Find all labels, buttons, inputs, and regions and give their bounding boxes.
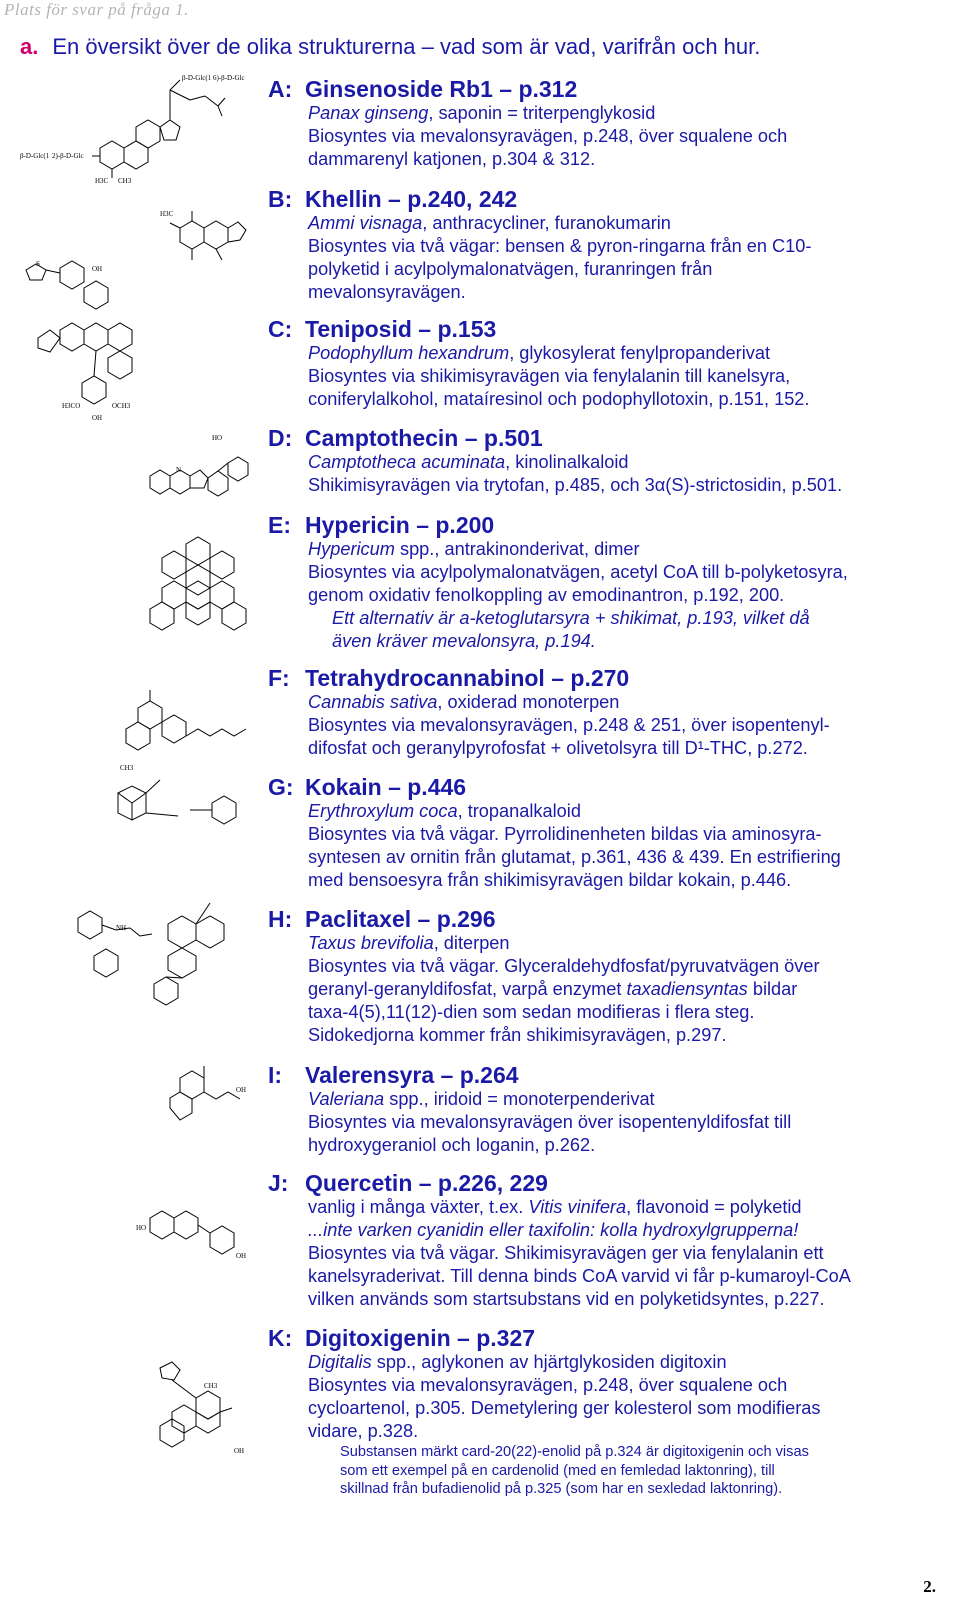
entry-letter: J: bbox=[268, 1170, 289, 1196]
line-text: spp., iridoid = monoterpenderivat bbox=[384, 1089, 655, 1109]
species-name: Hypericum bbox=[308, 539, 395, 559]
line-text: Biosyntes via två vägar. Glyceraldehydfosfat/pyruvatvägen över bbox=[308, 956, 820, 976]
entry-line bbox=[308, 1374, 958, 1397]
entry-line bbox=[308, 148, 958, 171]
species-name: Erythroxylum coca bbox=[308, 801, 458, 821]
species-name: Panax ginseng bbox=[308, 103, 429, 123]
entry-line bbox=[308, 800, 958, 823]
entry-title-text: Teniposid – p.153 bbox=[305, 316, 497, 342]
line-text: , anthracycliner, furanokumarin bbox=[422, 213, 671, 233]
entry-title bbox=[268, 425, 958, 451]
entry-g bbox=[268, 774, 958, 892]
entry-body bbox=[308, 800, 958, 892]
entry-line bbox=[308, 1397, 958, 1420]
entry-title-text: Khellin – p.240, 242 bbox=[305, 186, 518, 212]
entry-line bbox=[308, 584, 958, 607]
structure-digitoxigenin bbox=[160, 1362, 232, 1447]
entry-title-text: Tetrahydrocannabinol – p.270 bbox=[305, 665, 630, 691]
struct-label-n-ch3: CH3 bbox=[120, 764, 134, 772]
struct-label-nh: NH bbox=[116, 924, 127, 932]
line-text: , saponin = triterpenglykosid bbox=[428, 103, 656, 123]
structure-teniposide bbox=[26, 261, 132, 404]
entry-title bbox=[268, 512, 958, 538]
struct-label-ch3: CH3 bbox=[118, 177, 132, 185]
line-text: spp., aglykonen av hjärtglykosiden digitoxin bbox=[371, 1352, 727, 1372]
entry-body bbox=[308, 451, 958, 497]
struct-label-ho: HO bbox=[212, 434, 223, 442]
line-text: Vitis vinifera bbox=[528, 1197, 627, 1217]
line-text: Biosyntes via mevalonsyravägen, p.248, över squalene och bbox=[308, 126, 788, 146]
line-text: Biosyntes via två vägar: bensen & pyron-ringarna från en C10- bbox=[308, 236, 812, 256]
note-line: skillnad från bufadienolid på p.325 (som har en sexledad laktonring). bbox=[340, 1481, 783, 1497]
line-text: cycloartenol, p.305. Demetylering ger kolesterol som modifieras bbox=[308, 1398, 821, 1418]
line-text: syntesen av ornitin från glutamat, p.361, 436 & 439. En estrifiering bbox=[308, 847, 841, 867]
entry-f bbox=[268, 665, 958, 760]
struct-label-n: N bbox=[176, 466, 182, 474]
line-text: , flavonoid = polyketid bbox=[626, 1197, 802, 1217]
line-text: bildar bbox=[747, 979, 798, 999]
entry-body bbox=[308, 1351, 958, 1443]
line-text: vanlig i många växter, t.ex. bbox=[308, 1197, 529, 1217]
entry-title-text: Kokain – p.446 bbox=[305, 774, 467, 800]
line-text: coniferylalkohol, mataíresinol och podophyllotoxin, p.151, 152. bbox=[308, 389, 810, 409]
struct-label-a-glc2: 2)-β-D-Glc bbox=[52, 152, 84, 160]
line-text: , oxiderad monoterpen bbox=[437, 692, 620, 712]
page-number: 2. bbox=[923, 1577, 936, 1596]
line-text: Biosyntes via två vägar. Pyrrolidinenheten bildas via aminosyra- bbox=[308, 824, 822, 844]
line-text: Biosyntes via två vägar. Shikimisyravägen ger via fenylalanin ett bbox=[308, 1243, 824, 1263]
entry-title-text: Valerensyra – p.264 bbox=[305, 1062, 519, 1088]
struct-label-oh-c: OH bbox=[92, 414, 103, 422]
entry-title bbox=[268, 1170, 958, 1196]
structure-hypericin bbox=[150, 537, 246, 630]
structure-khellin bbox=[170, 211, 246, 260]
entry-line bbox=[308, 1351, 958, 1374]
entry-letter: C: bbox=[268, 316, 293, 342]
entry-title bbox=[268, 316, 958, 342]
line-text: Biosyntes via mevalonsyravägen över isopentenyldifosfat till bbox=[308, 1112, 792, 1132]
entry-title bbox=[268, 665, 958, 691]
entry-line bbox=[308, 1196, 958, 1219]
species-name: Digitalis bbox=[308, 1352, 372, 1372]
entry-title bbox=[268, 1062, 958, 1088]
line-text: Shikimisyravägen via trytofan, p.485, och 3α(S)-strictosidin, p.501. bbox=[308, 475, 843, 495]
struct-label-s: S bbox=[36, 260, 40, 268]
struct-label-a-glc3: β-D-Glc(1 bbox=[182, 74, 212, 82]
entry-line bbox=[308, 235, 958, 258]
species-name: Ammi visnaga bbox=[308, 213, 423, 233]
entry-line bbox=[308, 1242, 958, 1265]
line-text: Biosyntes via acylpolymalonatvägen, acetyl CoA till b-polyketosyra, bbox=[308, 562, 848, 582]
line-text: hydroxygeraniol och loganin, p.262. bbox=[308, 1135, 596, 1155]
entry-title bbox=[268, 774, 958, 800]
line-text: även kräver mevalonsyra, p.194. bbox=[332, 631, 596, 651]
line-text: kanelsyraderivat. Till denna binds CoA varvid vi får p-kumaroyl-CoA bbox=[308, 1266, 851, 1286]
entry-body bbox=[308, 212, 958, 304]
entry-c bbox=[268, 316, 958, 411]
entry-line bbox=[308, 1265, 958, 1288]
entry-line bbox=[308, 1420, 958, 1443]
line-text: mevalonsyravägen. bbox=[308, 282, 466, 302]
structure-valerenic-acid bbox=[170, 1066, 240, 1120]
line-text: taxa-4(5),11(12)-dien som sedan modifieras i flera steg. bbox=[308, 1002, 755, 1022]
entry-title bbox=[268, 186, 958, 212]
entry-title-text: Paclitaxel – p.296 bbox=[305, 906, 496, 932]
entry-line bbox=[308, 474, 958, 497]
entry-body bbox=[308, 932, 958, 1047]
entry-line bbox=[308, 538, 958, 561]
line-text: vilken används som startsubstans vid en polyketidsyntes, p.227. bbox=[308, 1289, 825, 1309]
structure-thc bbox=[126, 690, 246, 750]
page-header: Plats för svar på fråga 1. bbox=[4, 0, 189, 19]
struct-label-ho-j: HO bbox=[136, 1224, 147, 1232]
structure-quercetin bbox=[150, 1211, 234, 1254]
line-text: , glykosylerat fenylpropanderivat bbox=[509, 343, 771, 363]
structure-cocaine bbox=[118, 780, 236, 824]
entry-body bbox=[308, 342, 958, 411]
species-name: Cannabis sativa bbox=[308, 692, 438, 712]
entry-line bbox=[308, 823, 958, 846]
line-text: , kinolinalkaloid bbox=[505, 452, 629, 472]
entry-line bbox=[308, 869, 958, 892]
entry-line bbox=[308, 125, 958, 148]
line-text: genom oxidativ fenolkoppling av emodinantron, p.192, 200. bbox=[308, 585, 785, 605]
line-text: , diterpen bbox=[433, 933, 510, 953]
entry-letter: G: bbox=[268, 774, 294, 800]
note-line: som ett exempel på en cardenolid (med en femledad laktonring), till bbox=[340, 1462, 775, 1479]
entry-title-text: Digitoxigenin – p.327 bbox=[305, 1325, 536, 1351]
entry-line bbox=[308, 212, 958, 235]
entry-line bbox=[308, 714, 958, 737]
entry-letter: D: bbox=[268, 425, 293, 451]
struct-label-och3: OCH3 bbox=[112, 402, 131, 410]
entry-line bbox=[308, 846, 958, 869]
structure-drawings bbox=[0, 68, 262, 1548]
entry-title bbox=[268, 76, 958, 102]
entry-letter: B: bbox=[268, 186, 293, 212]
struct-label-h3c: H3C bbox=[95, 177, 109, 185]
line-text: Biosyntes via mevalonsyravägen, p.248 & 251, över isopentenyl- bbox=[308, 715, 830, 735]
structure-ginsenoside bbox=[92, 80, 225, 178]
entry-title-text: Quercetin – p.226, 229 bbox=[305, 1170, 548, 1196]
line-text: geranyl-geranyldifosfat, varpå enzymet bbox=[308, 979, 627, 999]
entry-letter: A: bbox=[268, 76, 293, 102]
struct-label-khellin-h3c: H3C bbox=[160, 210, 174, 218]
entry-line bbox=[308, 1001, 958, 1024]
entry-title-text: Ginsenoside Rb1 – p.312 bbox=[305, 76, 578, 102]
line-text: , tropanalkaloid bbox=[457, 801, 581, 821]
intro-heading bbox=[20, 34, 760, 60]
species-name: Valeriana bbox=[308, 1089, 385, 1109]
entry-line bbox=[308, 737, 958, 760]
line-text: difosfat och geranylpyrofosfat + olivetolsyra till D¹-THC, p.272. bbox=[308, 738, 808, 758]
entry-line bbox=[308, 932, 958, 955]
entry-line bbox=[308, 388, 958, 411]
entry-b bbox=[268, 186, 958, 304]
entry-body bbox=[308, 1196, 958, 1311]
species-name: Taxus brevifolia bbox=[308, 933, 434, 953]
entry-body bbox=[308, 1088, 958, 1157]
struct-label-a-glc4: 6)-β-D-Glc bbox=[213, 74, 245, 82]
struct-label-ch3-k: CH3 bbox=[204, 1382, 218, 1390]
entry-letter: H: bbox=[268, 906, 293, 932]
entry-k bbox=[268, 1325, 958, 1499]
entry-line bbox=[308, 1219, 958, 1242]
entry-letter: E: bbox=[268, 512, 291, 538]
entry-body bbox=[308, 691, 958, 760]
intro-text: En översikt över de olika strukturerna – vad som är vad, varifrån och hur. bbox=[52, 34, 761, 59]
line-text: taxadiensyntas bbox=[626, 979, 748, 999]
entry-letter: I: bbox=[268, 1062, 283, 1088]
line-text: Biosyntes via mevalonsyravägen, p.248, över squalene och bbox=[308, 1375, 788, 1395]
species-name: Podophyllum hexandrum bbox=[308, 343, 510, 363]
struct-label-oh-j: OH bbox=[236, 1252, 247, 1260]
entry-line bbox=[308, 102, 958, 125]
line-text: polyketid i acylpolymalonatvägen, furanringen från bbox=[308, 259, 713, 279]
entry-line bbox=[308, 1134, 958, 1157]
structure-paclitaxel bbox=[78, 903, 224, 1005]
species-name: Camptotheca acuminata bbox=[308, 452, 506, 472]
entry-letter: F: bbox=[268, 665, 290, 691]
entry-line bbox=[308, 607, 958, 630]
line-text: spp., antrakinonderivat, dimer bbox=[394, 539, 640, 559]
entry-title-text: Hypericin – p.200 bbox=[305, 512, 495, 538]
entry-j bbox=[268, 1170, 958, 1311]
struct-label-a-glc1: β-D-Glc(1 bbox=[20, 152, 50, 160]
entry-line bbox=[308, 1024, 958, 1047]
struct-label-oh: OH bbox=[92, 265, 103, 273]
struct-label-h3co: H3CO bbox=[62, 402, 81, 410]
entry-line bbox=[308, 258, 958, 281]
entry-e bbox=[268, 512, 958, 653]
entry-line bbox=[308, 281, 958, 304]
entry-line bbox=[308, 342, 958, 365]
struct-label-oh-k: OH bbox=[234, 1447, 245, 1455]
entry-i bbox=[268, 1062, 958, 1157]
line-text: vidare, p.328. bbox=[308, 1421, 419, 1441]
entry-title bbox=[268, 1325, 958, 1351]
line-text: Sidokedjorna kommer från shikimisyravägen, p.297. bbox=[308, 1025, 727, 1045]
structure-camptothecin bbox=[150, 457, 248, 496]
entry-title bbox=[268, 906, 958, 932]
entry-d bbox=[268, 425, 958, 497]
entry-body bbox=[308, 102, 958, 171]
entry-h bbox=[268, 906, 958, 1047]
entry-title-text: Camptothecin – p.501 bbox=[305, 425, 543, 451]
entry-line bbox=[308, 561, 958, 584]
entry-note bbox=[340, 1443, 958, 1499]
entry-line bbox=[308, 1088, 958, 1111]
note-line: Substansen märkt card-20(22)-enolid på p.324 är digitoxigenin och visas bbox=[340, 1444, 809, 1460]
entry-body bbox=[308, 538, 958, 653]
line-text: Ett alternativ är a-ketoglutarsyra + shikimat, p.193, vilket då bbox=[332, 608, 810, 628]
entry-line bbox=[308, 978, 958, 1001]
line-text: ...inte varken cyanidin eller taxifolin: kolla hydroxylgrupperna! bbox=[308, 1220, 799, 1240]
entry-line bbox=[308, 365, 958, 388]
entry-line bbox=[308, 1288, 958, 1311]
line-text: med bensoesyra från shikimisyravägen bildar kokain, p.446. bbox=[308, 870, 792, 890]
entry-line bbox=[308, 691, 958, 714]
struct-label-oh-i: OH bbox=[236, 1086, 247, 1094]
line-text: Biosyntes via shikimisyravägen via fenylalanin till kanelsyra, bbox=[308, 366, 791, 386]
entry-line bbox=[308, 1111, 958, 1134]
entry-letter: K: bbox=[268, 1325, 293, 1351]
line-text: dammarenyl katjonen, p.304 & 312. bbox=[308, 149, 596, 169]
intro-number: a. bbox=[20, 34, 39, 59]
entry-line bbox=[308, 955, 958, 978]
entry-line bbox=[308, 630, 958, 653]
entry-line bbox=[308, 451, 958, 474]
entry-a bbox=[268, 76, 958, 171]
